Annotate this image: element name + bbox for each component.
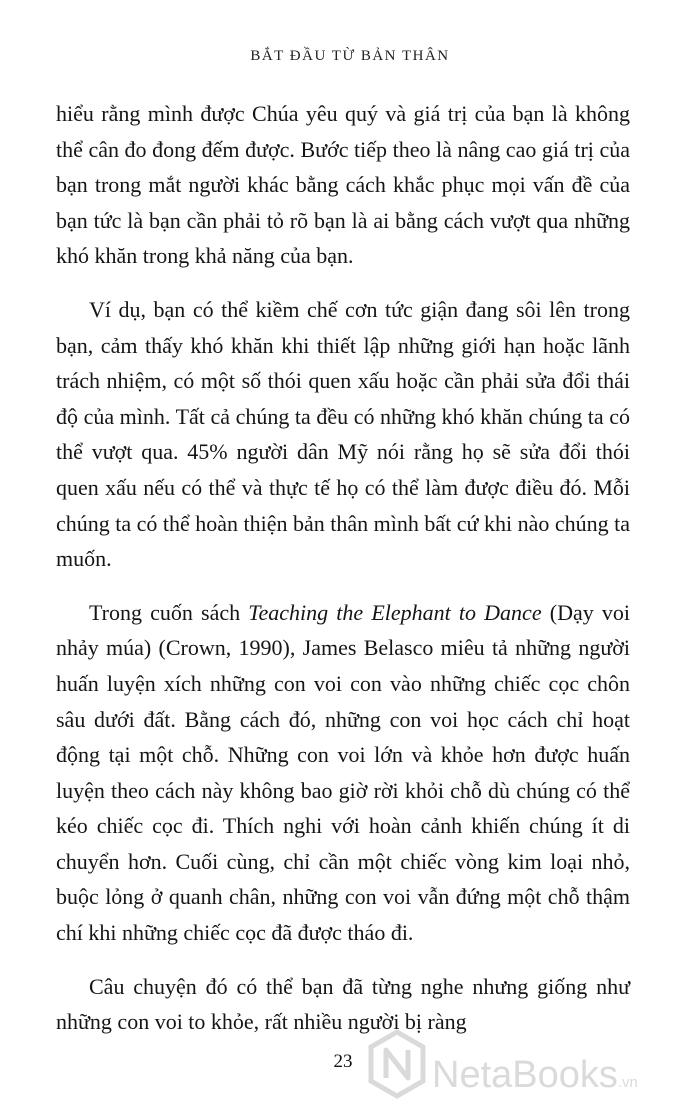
watermark-text [432, 1054, 638, 1097]
paragraph-example: Ví dụ, bạn có thể kiềm chế cơn tức giận đang sôi lên trong bạn, cảm thấy khó khăn khi thiết lập những giới hạn hoặc lãnh trách nhiệm, có một số thói quen xấu hoặc cần phải sửa đổi thái độ của mình. Tất cả chúng ta đều có những khó khăn chúng ta có thể vượt qua. 45% người dân Mỹ nói rằng họ sẽ sửa đổi thói quen xấu nếu có thể và thực tế họ có thể làm được điều đó. Mỗi chúng ta có thể hoàn thiện bản thân mình bất cứ khi nào chúng ta muốn. [56, 296, 630, 572]
running-header: BẮT ĐẦU TỪ BẢN THÂN [250, 48, 450, 64]
watermark-brand: NetaBooks [432, 1054, 618, 1096]
paragraph-elephant-rest: (Dạy voi nhảy múa) (Crown, 1990), James Belasco miêu tả những người huấn luyện xích những con voi con vào những chiếc cọc chôn sâu dưới đất. Bằng cách đó, những con voi học cách chỉ hoạt động tại một chỗ. Những con voi lớn và khỏe hơn được huấn luyện theo cách này không bao giờ rời khỏi chỗ dù chúng có thể kéo chiếc cọc đi. Thích nghi với hoàn cảnh khiến chúng ít di chuyển hơn. Cuối cùng, chỉ cần một chiếc vòng kim loại nhỏ, buộc lỏng ở quanh chân, những con voi vẫn đứng một chỗ thậm chí khi những chiếc cọc đã được tháo đi. [56, 599, 630, 946]
body-text [56, 96, 630, 1058]
netabooks-logo-icon [366, 1028, 428, 1100]
paragraph-story: Câu chuyện đó có thể bạn đã từng nghe nhưng giống như những con voi to khỏe, rất nhiều người bị ràng [56, 973, 630, 1035]
watermark-suffix: .vn [617, 1074, 638, 1091]
paragraph-elephant-lead: Trong cuốn sách [89, 599, 249, 625]
book-title: Teaching the Elephant to Dance [248, 599, 542, 625]
paragraph-elephant [56, 595, 630, 951]
paragraph-continued: hiểu rằng mình được Chúa yêu quý và giá trị của bạn là không thể cân đo đong đếm được. Bước tiếp theo là nâng cao giá trị của bạn trong mắt người khác bằng cách khắc phục mọi vấn đề của bạn tức là bạn cần phải tỏ rõ bạn là ai bằng cách vượt qua những khó khăn trong khả năng của bạn. [56, 101, 630, 269]
page-number: 23 [333, 1051, 353, 1072]
watermark [366, 1028, 696, 1112]
